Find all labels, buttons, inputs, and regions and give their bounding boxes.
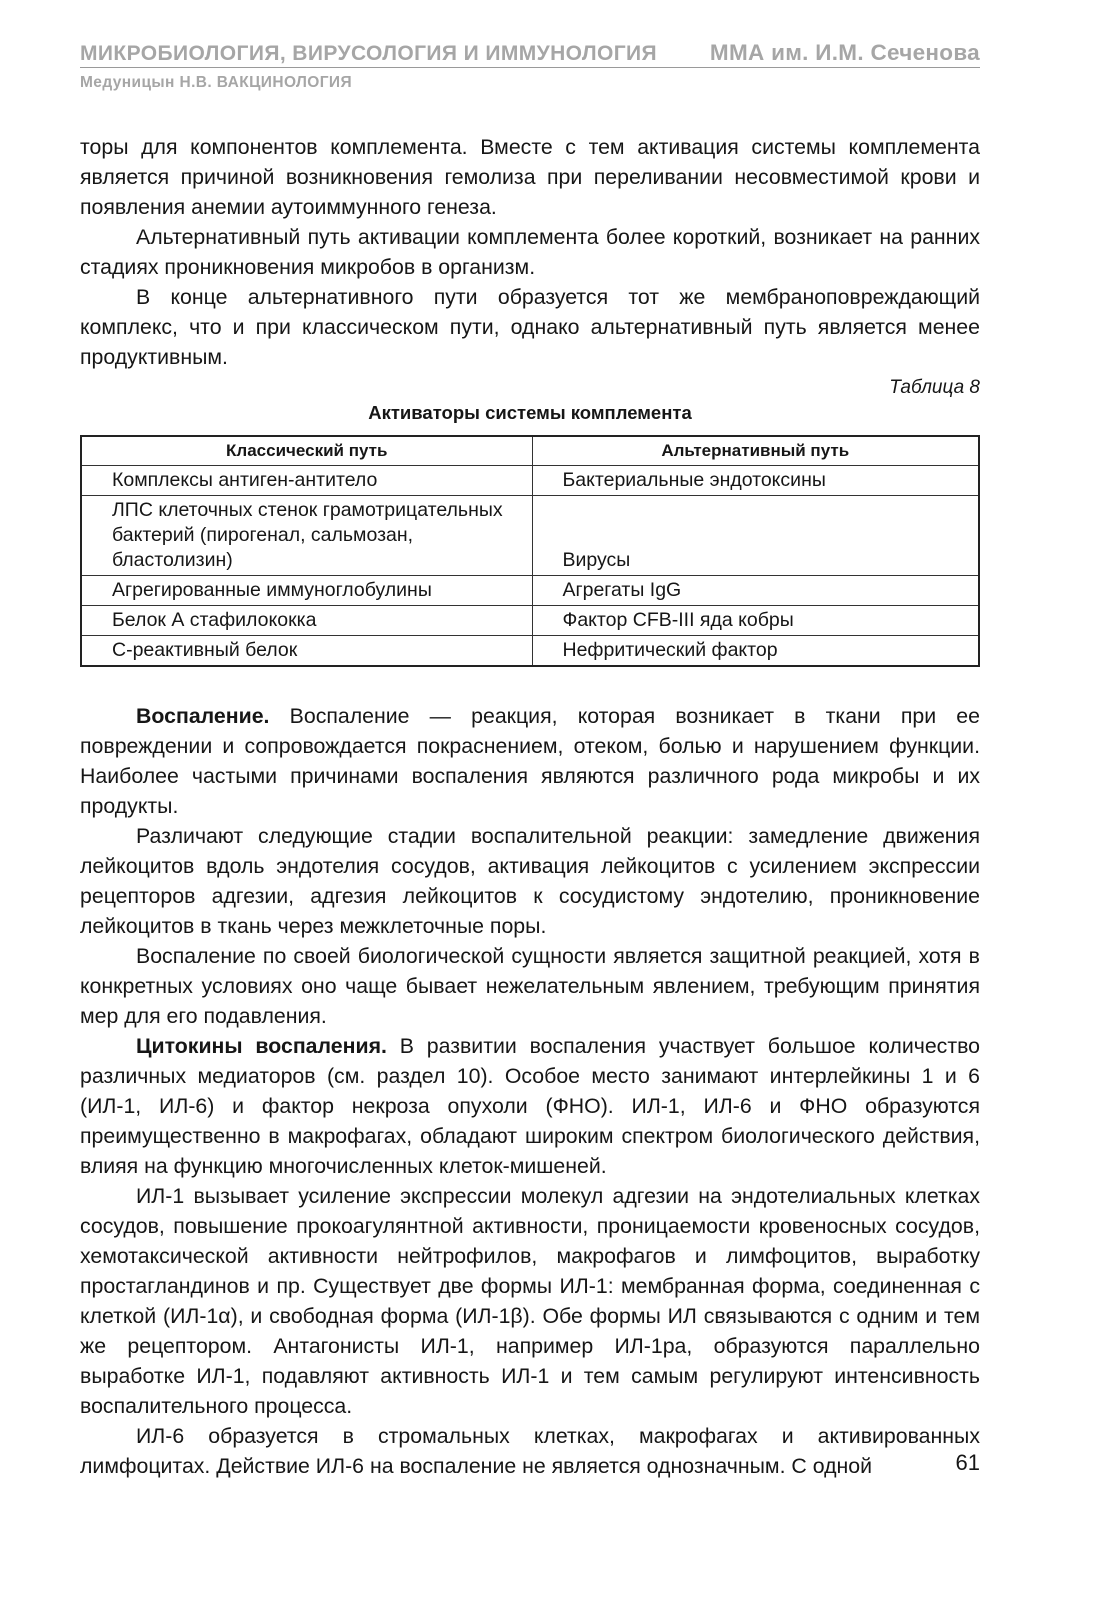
- column-header-alternative: Альтернативный путь: [532, 436, 979, 465]
- table-cell: Агрегаты IgG: [532, 575, 979, 605]
- page-number: 61: [955, 1450, 980, 1475]
- table-cell: Комплексы антиген-антитело: [81, 465, 532, 495]
- running-header: [80, 40, 980, 92]
- paragraph: Различают следующие стадии воспалительной реакции: замедление движения лейкоцитов вдоль эндотелия сосудов, активация лейкоцитов с усилением экспрессии рецепторов адгезии, адгезия лейкоцитов к сосудистому эндотелию, проникновение лейкоцитов в ткань через межклеточные поры.: [80, 823, 980, 938]
- paragraph: Воспаление по своей биологической сущности является защитной реакцией, хотя в конкретных условиях оно чаще бывает нежелательным явлением, требующим принятия мер для его подавления.: [80, 943, 980, 1028]
- paragraph: ИЛ-6 образуется в стромальных клетках, макрофагах и активированных лимфоцитах. Действие ИЛ-6 на воспаление не является однозначным. С одной: [80, 1423, 980, 1478]
- section-heading-inflammation: Воспаление.: [136, 703, 270, 728]
- header-row: [80, 40, 980, 68]
- table-row: [81, 635, 979, 666]
- table-header-row: [81, 436, 979, 465]
- table-cell: Бактериальные эндотоксины: [532, 465, 979, 495]
- page-body: [80, 132, 980, 1481]
- paragraph: ИЛ-1 вызывает усиление экспрессии молекул адгезии на эндотелиальных клетках сосудов, повышение прокоагулянтной активности, проницаемости кровеносных сосудов, хемотаксической активности нейтрофилов, макрофагов и лимфоцитов, выработку простагландинов и пр. Существует две формы ИЛ-1: мембранная форма, соединенная с клеткой (ИЛ-1α), и свободная форма (ИЛ-1β). Обе формы ИЛ связываются с одним и тем же рецептором. Антагонисты ИЛ-1, например ИЛ-1ра, образуются параллельно выработке ИЛ-1, подавляют активность ИЛ-1 и тем самым регулируют интенсивность воспалительного процесса.: [80, 1183, 980, 1418]
- table-cell: Агрегированные иммуноглобулины: [81, 575, 532, 605]
- table-cell: С-реактивный белок: [81, 635, 532, 666]
- table-row: [81, 575, 979, 605]
- table-title: Активаторы системы комплемента: [368, 402, 692, 423]
- table-cell: Вирусы: [532, 495, 979, 575]
- table-cell: ЛПС клеточных стенок грамотрицательных бактерий (пирогенал, сальмозан, бластолизин): [81, 495, 532, 575]
- table-cell: Фактор CFB-III яда кобры: [532, 605, 979, 635]
- paragraph: В конце альтернативного пути образуется тот же мембраноповреждающий комплекс, что и при классическом пути, однако альтернативный путь является менее продуктивным.: [80, 285, 980, 369]
- inflammation-paragraph: [80, 701, 980, 821]
- table-row: [81, 465, 979, 495]
- section-heading-cytokines: Цитокины воспаления.: [136, 1033, 387, 1058]
- column-header-classical: Классический путь: [81, 436, 532, 465]
- table-row: [81, 495, 979, 575]
- table-label: Таблица 8: [889, 377, 980, 398]
- table-cell: Белок А стафилококка: [81, 605, 532, 635]
- activators-table: [80, 435, 980, 667]
- header-author-topic: Медуницын Н.В. ВАКЦИНОЛОГИЯ: [80, 74, 353, 91]
- paragraph: Альтернативный путь активации комплемента более короткий, возникает на ранних стадиях проникновения микробов в организм.: [80, 225, 980, 279]
- header-journal-title: МИКРОБИОЛОГИЯ, ВИРУСОЛОГИЯ И ИММУНОЛОГИЯ: [80, 42, 658, 65]
- cytokines-paragraph: [80, 1031, 980, 1181]
- table-cell: Нефритический фактор: [532, 635, 979, 666]
- header-institution: ММА им. И.М. Сеченова: [709, 40, 980, 65]
- paragraph-text: Воспаление — реакция, которая возникает в ткани при ее повреждении и сопровождается покраснением, отеком, болью и нарушением функции. Наиболее частыми причинами воспаления являются различного рода микробы и их продукты.: [80, 703, 980, 818]
- paragraph-text: В развитии воспаления участвует большое количество различных медиаторов (см. раздел 10). Особое место занимают интерлейкины 1 и 6 (ИЛ-1, ИЛ-6) и фактор некроза опухоли (ФНО). ИЛ-1, ИЛ-6 и ФНО образуются преимущественно в макрофагах, обладают широким спектром биологического действия, влияя на функцию многочисленных клеток-мишеней.: [80, 1033, 980, 1178]
- table-row: [81, 605, 979, 635]
- paragraph: торы для компонентов комплемента. Вместе с тем активация системы комплемента является причиной возникновения гемолиза при переливании несовместимой крови и появления анемии аутоиммунного генеза.: [80, 135, 980, 219]
